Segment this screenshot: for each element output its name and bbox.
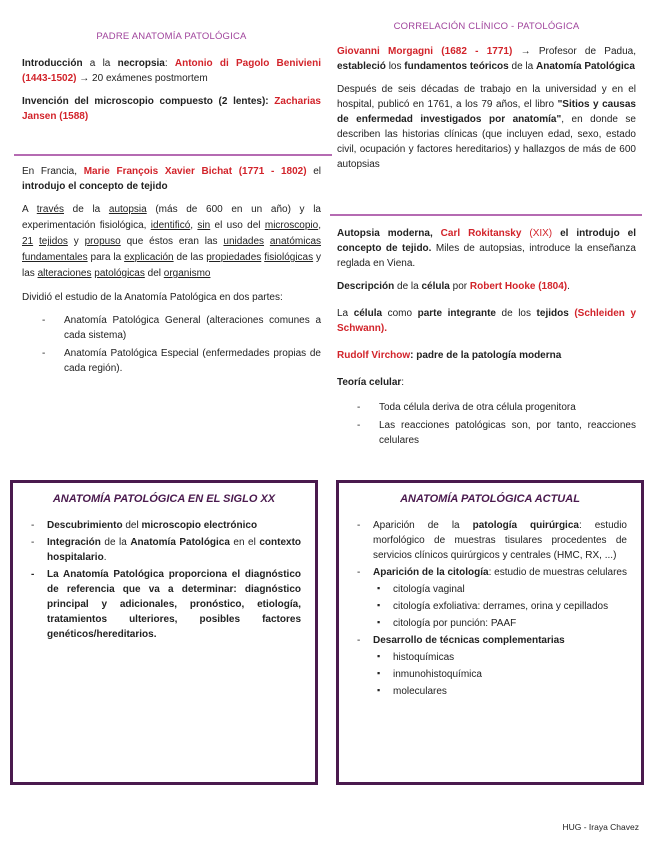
divide-paragraph: Dividió el estudio de la Anatomía Patológica en dos partes:	[22, 292, 283, 303]
right-middle-section	[337, 226, 636, 451]
footer-credit: HUG - Iraya Chavez	[562, 822, 639, 833]
box-actual-title: ANATOMÍA PATOLÓGICA ACTUAL	[400, 493, 580, 505]
list-item: ▪ citología exfoliativa: derrames, orina y cepillados	[353, 599, 627, 614]
left-header: PADRE ANATOMÍA PATOLÓGICA	[96, 31, 247, 42]
siglo-xx-list	[27, 518, 301, 642]
list-item: ▪ histoquímicas	[353, 650, 627, 665]
box-actual	[336, 480, 644, 785]
right-header: CORRELACIÓN CLÍNICO - PATOLÓGICA	[393, 21, 580, 32]
cell-theory-title: Teoría celular:	[337, 377, 405, 388]
techniques-sublist	[353, 650, 627, 699]
actual-list	[353, 518, 627, 580]
list-item: ▪ citología vaginal	[353, 582, 627, 597]
list-item: - Anatomía Patológica Especial (enfermedades propias de cada región).	[22, 346, 321, 376]
list-item: - Descubrimiento del microscopio electrónico	[27, 518, 301, 533]
left-top-section	[22, 30, 321, 132]
microscope-paragraph: Invención del microscopio compuesto (2 lentes): Zacharias Jansen (1588)	[22, 96, 321, 123]
left-middle-section	[22, 164, 321, 379]
right-divider	[330, 214, 642, 216]
autopsy-paragraph: A través de la autopsia (más de 600 en un año) y la experimentación fisiológica, identificó, sin el uso del microscopio, 21 tejidos y propuso que éstos eran las unidades anatómicas fundamentales para la explicación de las propiedades fisiológicas y las alteraciones patológicas del organismo	[22, 204, 322, 279]
list-item: ▪ moleculares	[353, 684, 627, 699]
list-item: - Las reacciones patológicas son, por tanto, reacciones celulares	[337, 418, 636, 448]
list-item: ▪ inmunohistoquímica	[353, 667, 627, 682]
left-divider	[14, 154, 332, 156]
rokitansky-paragraph: Autopsia moderna, Carl Rokitansky (XIX) el introdujo el concepto de tejido. Miles de autopsias, introduce la enseñanza reglada en Viena.	[337, 228, 636, 269]
box-siglo-xx-title: ANATOMÍA PATOLÓGICA EN EL SIGLO XX	[52, 493, 276, 505]
list-item: - Aparición de la patología quirúrgica: estudio morfológico de muestras tisulares procedentes de servicios clínicos quirúrgicos y centrales (HMC, RX, ...)	[353, 518, 627, 563]
list-item: - Integración de la Anatomía Patológica en el contexto hospitalario.	[27, 535, 301, 565]
list-item: - Anatomía Patológica General (alteraciones comunes a cada sistema)	[22, 313, 321, 343]
cell-part-paragraph: La célula como parte integrante de los tejidos (Schleiden y Schwann).	[337, 308, 637, 334]
divide-list	[22, 313, 321, 376]
box-siglo-xx	[10, 480, 318, 785]
cell-theory-list	[337, 400, 636, 448]
morgagni-book-paragraph: Después de seis décadas de trabajo en la universidad y en el hospital, publicó en 1761, a los 79 años, el libro "Sitios y causas de enfermedad investigados por anatomía", en donde se describen las historias clínicas (que incluyen edad, sexo, estado civil, ocupación y factores hereditarios) y hallazgos de más de 600 autopsias	[337, 84, 636, 171]
bichat-paragraph: En Francia, Marie François Xavier Bichat (1771 - 1802) el introdujo el concepto de tejido	[22, 166, 321, 192]
list-item: - La Anatomía Patológica proporciona el diagnóstico de referencia que va a determinar: diagnóstico principal y adicionales, pronóstico, etiología, tratamientos ulteriores, posibles factores genéticos/hereditarios.	[27, 567, 301, 642]
virchow-paragraph: Rudolf Virchow: padre de la patología moderna	[337, 350, 562, 361]
hooke-paragraph: Descripción de la célula por Robert Hooke (1804).	[337, 281, 570, 292]
list-item: ▪ citología por punción: PAAF	[353, 616, 627, 631]
list-item: - Aparición de la citología: estudio de muestras celulares	[353, 565, 627, 580]
intro-paragraph: Introducción a la necropsia: Antonio di Pagolo Benivieni (1443-1502) → 20 exámenes postmortem	[22, 58, 322, 85]
cytology-sublist	[353, 582, 627, 631]
morgagni-paragraph: Giovanni Morgagni (1682 - 1771) → Profesor de Padua, estableció los fundamentos teóricos de la Anatomía Patológica	[337, 46, 636, 73]
list-item: - Desarrollo de técnicas complementarias	[353, 633, 627, 648]
techniques-list	[353, 633, 627, 648]
list-item: - Toda célula deriva de otra célula progenitora	[337, 400, 636, 415]
right-top-section	[337, 20, 636, 180]
